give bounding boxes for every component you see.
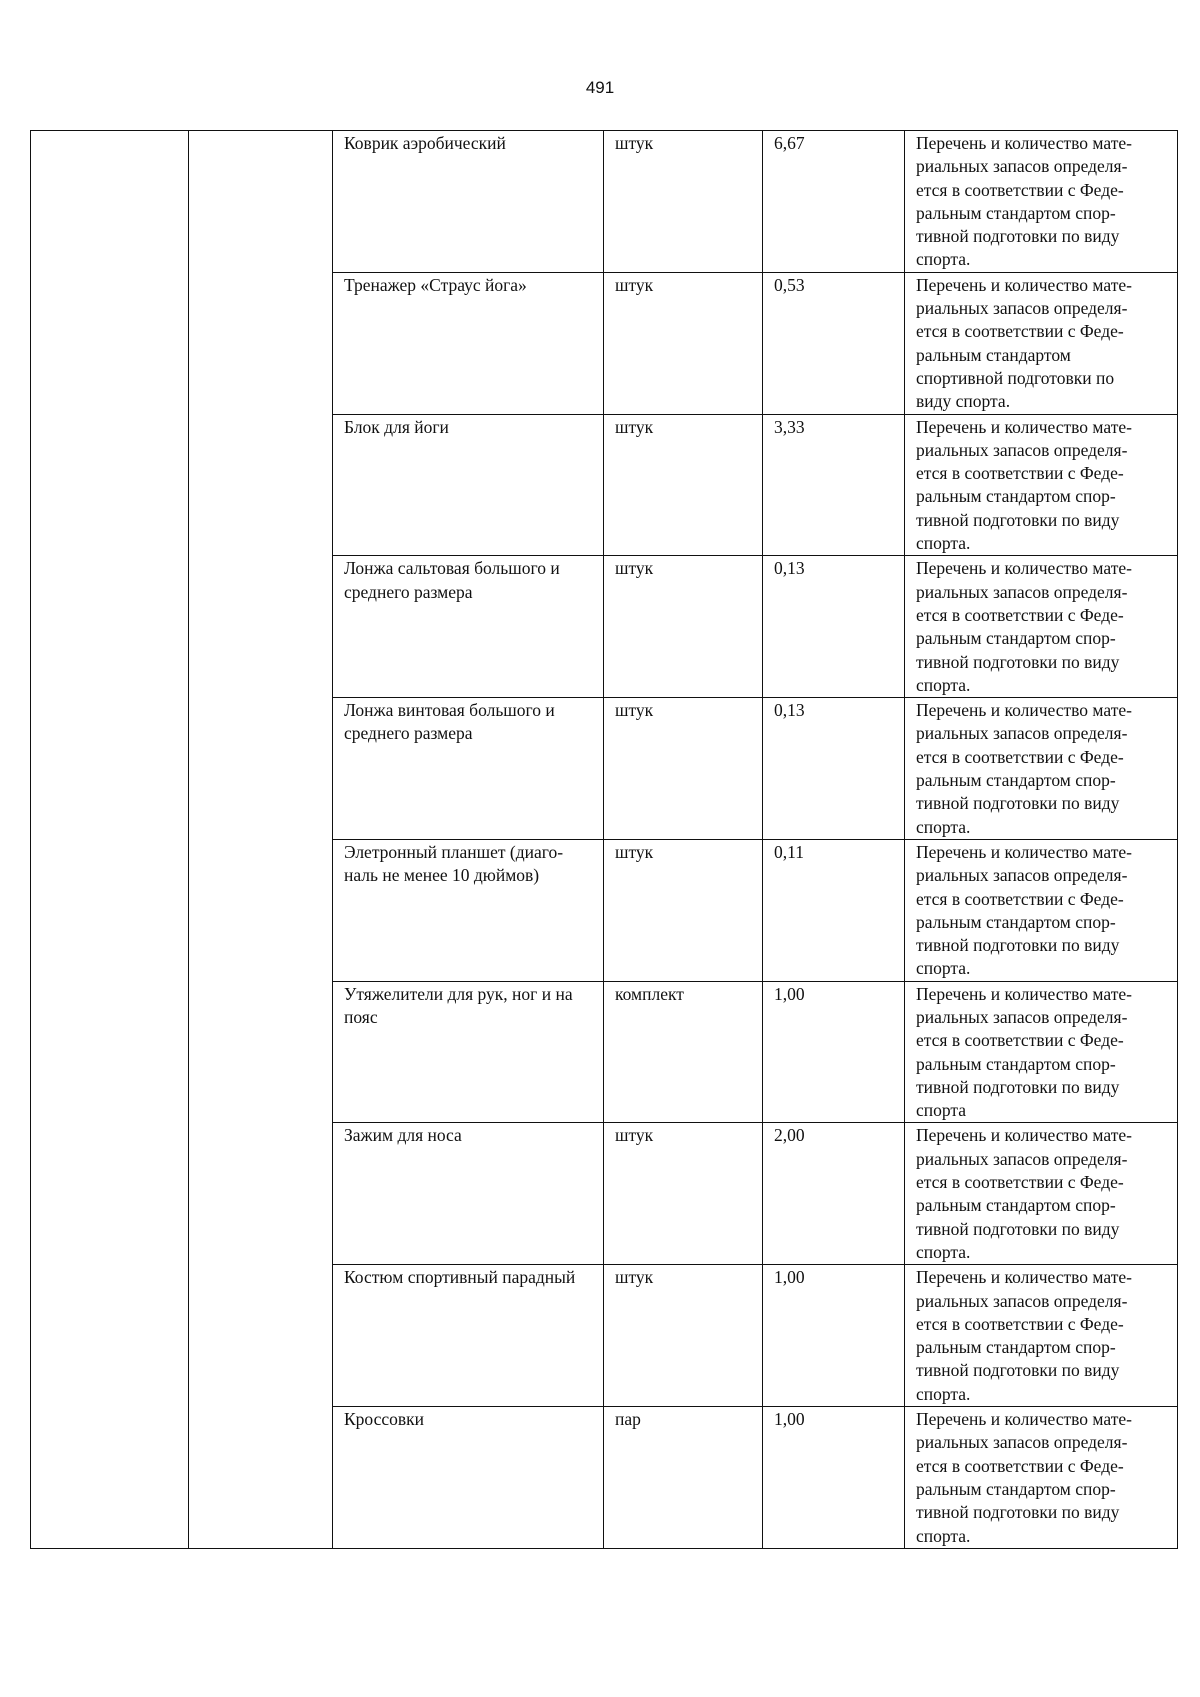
item-name-cell: Лонжа винтовая большого и среднего размера — [333, 698, 604, 840]
note-line: ральным стандартом спор- — [916, 770, 1116, 791]
unit-cell: штук — [604, 414, 763, 556]
note-line: риальных запасов определя- — [916, 581, 1128, 602]
unit-cell: штук — [604, 839, 763, 981]
unit-cell: штук — [604, 556, 763, 698]
item-name-cell: Коврик аэробический — [333, 131, 604, 273]
note-line: спорта. — [916, 249, 971, 270]
note-line: Перечень и количество мате- — [916, 1409, 1132, 1430]
note-line: тивной подготовки по виду — [916, 1076, 1120, 1097]
note-line: ется в соответствии с Феде- — [916, 746, 1124, 767]
note-cell — [905, 839, 1178, 981]
note-line: Перечень и количество мате- — [916, 841, 1132, 862]
note-line: Перечень и количество мате- — [916, 1125, 1132, 1146]
note-line: ется в соответствии с Феде- — [916, 888, 1124, 909]
unit-cell: штук — [604, 131, 763, 273]
note-line: ется в соответствии с Феде- — [916, 463, 1124, 484]
note-line: ральным стандартом спор- — [916, 1478, 1116, 1499]
note-cell — [905, 414, 1178, 556]
note-line: ется в соответствии с Феде- — [916, 604, 1124, 625]
note-line: ется в соответствии с Феде- — [916, 1313, 1124, 1334]
note-line: ральным стандартом спор- — [916, 1195, 1116, 1216]
note-line: спорта. — [916, 958, 971, 979]
table-row — [31, 131, 1178, 273]
note-line: риальных запасов определя- — [916, 1432, 1128, 1453]
quantity-cell: 1,00 — [763, 981, 905, 1123]
unit-cell: штук — [604, 698, 763, 840]
note-line: ральным стандартом — [916, 344, 1071, 365]
note-line: ется в соответствии с Феде- — [916, 1455, 1124, 1476]
note-line: ральным стандартом спор- — [916, 1337, 1116, 1358]
unit-cell: комплект — [604, 981, 763, 1123]
item-name-cell: Блок для йоги — [333, 414, 604, 556]
note-line: ральным стандартом спор- — [916, 628, 1116, 649]
note-line: риальных запасов определя- — [916, 1148, 1128, 1169]
page-number: 491 — [585, 78, 615, 97]
note-line: риальных запасов определя- — [916, 156, 1128, 177]
item-name-cell: Тренажер «Страус йога» — [333, 272, 604, 414]
note-cell — [905, 272, 1178, 414]
note-line: ется в соответствии с Феде- — [916, 321, 1124, 342]
note-cell — [905, 1265, 1178, 1407]
note-cell — [905, 131, 1178, 273]
note-line: ется в соответствии с Феде- — [916, 179, 1124, 200]
quantity-cell: 0,13 — [763, 556, 905, 698]
note-line: риальных запасов определя- — [916, 1006, 1128, 1027]
note-line: спорта. — [916, 1525, 971, 1546]
note-line: ральным стандартом спор- — [916, 486, 1116, 507]
note-line: тивной подготовки по виду — [916, 509, 1120, 530]
note-line: риальных запасов определя- — [916, 723, 1128, 744]
note-line: риальных запасов определя- — [916, 439, 1128, 460]
note-line: виду спорта. — [916, 391, 1011, 412]
note-line: спорта. — [916, 816, 971, 837]
table-body — [31, 131, 1178, 1549]
unit-cell: штук — [604, 1265, 763, 1407]
note-line: ральным стандартом спор- — [916, 1053, 1116, 1074]
note-line: ральным стандартом спор- — [916, 202, 1116, 223]
note-line: спортивной подготовки по — [916, 367, 1115, 388]
note-line: ется в соответствии с Феде- — [916, 1030, 1124, 1051]
note-line: Перечень и количество мате- — [916, 1267, 1132, 1288]
note-cell — [905, 698, 1178, 840]
note-line: тивной подготовки по виду — [916, 935, 1120, 956]
unit-cell: штук — [604, 1123, 763, 1265]
quantity-cell: 1,00 — [763, 1265, 905, 1407]
note-line: тивной подготовки по виду — [916, 1502, 1120, 1523]
item-name-cell: Костюм спортивный парадный — [333, 1265, 604, 1407]
quantity-cell: 0,11 — [763, 839, 905, 981]
quantity-cell: 0,53 — [763, 272, 905, 414]
quantity-cell: 0,13 — [763, 698, 905, 840]
unit-cell: пар — [604, 1407, 763, 1549]
note-line: тивной подготовки по виду — [916, 793, 1120, 814]
note-line: тивной подготовки по виду — [916, 1360, 1120, 1381]
note-line: спорта. — [916, 1383, 971, 1404]
item-name-cell: Зажим для носа — [333, 1123, 604, 1265]
note-line: тивной подготовки по виду — [916, 226, 1120, 247]
note-line: риальных запасов определя- — [916, 1290, 1128, 1311]
merged-cell-col2 — [189, 131, 333, 1549]
note-line: Перечень и количество мате- — [916, 983, 1132, 1004]
note-line: Перечень и количество мате- — [916, 700, 1132, 721]
merged-cell-col1 — [31, 131, 189, 1549]
note-line: риальных запасов определя- — [916, 865, 1128, 886]
note-line: Перечень и количество мате- — [916, 133, 1132, 153]
quantity-cell: 3,33 — [763, 414, 905, 556]
note-line: Перечень и количество мате- — [916, 274, 1132, 295]
note-line: Перечень и количество мате- — [916, 416, 1132, 437]
equipment-table — [30, 130, 1178, 1549]
note-line: тивной подготовки по виду — [916, 1218, 1120, 1239]
note-line: спорта. — [916, 533, 971, 554]
note-line: ется в соответствии с Феде- — [916, 1172, 1124, 1193]
quantity-cell: 2,00 — [763, 1123, 905, 1265]
item-name-cell: Утяжелители для рук, ног и на пояс — [333, 981, 604, 1123]
note-cell — [905, 556, 1178, 698]
item-name-cell: Лонжа сальтовая большого и среднего размера — [333, 556, 604, 698]
note-line: спорта. — [916, 674, 971, 695]
note-cell — [905, 1407, 1178, 1549]
note-cell — [905, 981, 1178, 1123]
note-line: Перечень и количество мате- — [916, 558, 1132, 579]
quantity-cell: 6,67 — [763, 131, 905, 273]
item-name-cell: Кроссовки — [333, 1407, 604, 1549]
note-line: риальных запасов определя- — [916, 298, 1128, 319]
item-name-cell: Элетронный планшет (диаго-наль не менее 10 дюймов) — [333, 839, 604, 981]
note-line: тивной подготовки по виду — [916, 651, 1120, 672]
quantity-cell: 1,00 — [763, 1407, 905, 1549]
note-line: ральным стандартом спор- — [916, 911, 1116, 932]
note-line: спорта — [916, 1100, 967, 1121]
note-line: спорта. — [916, 1241, 971, 1262]
unit-cell: штук — [604, 272, 763, 414]
note-cell — [905, 1123, 1178, 1265]
